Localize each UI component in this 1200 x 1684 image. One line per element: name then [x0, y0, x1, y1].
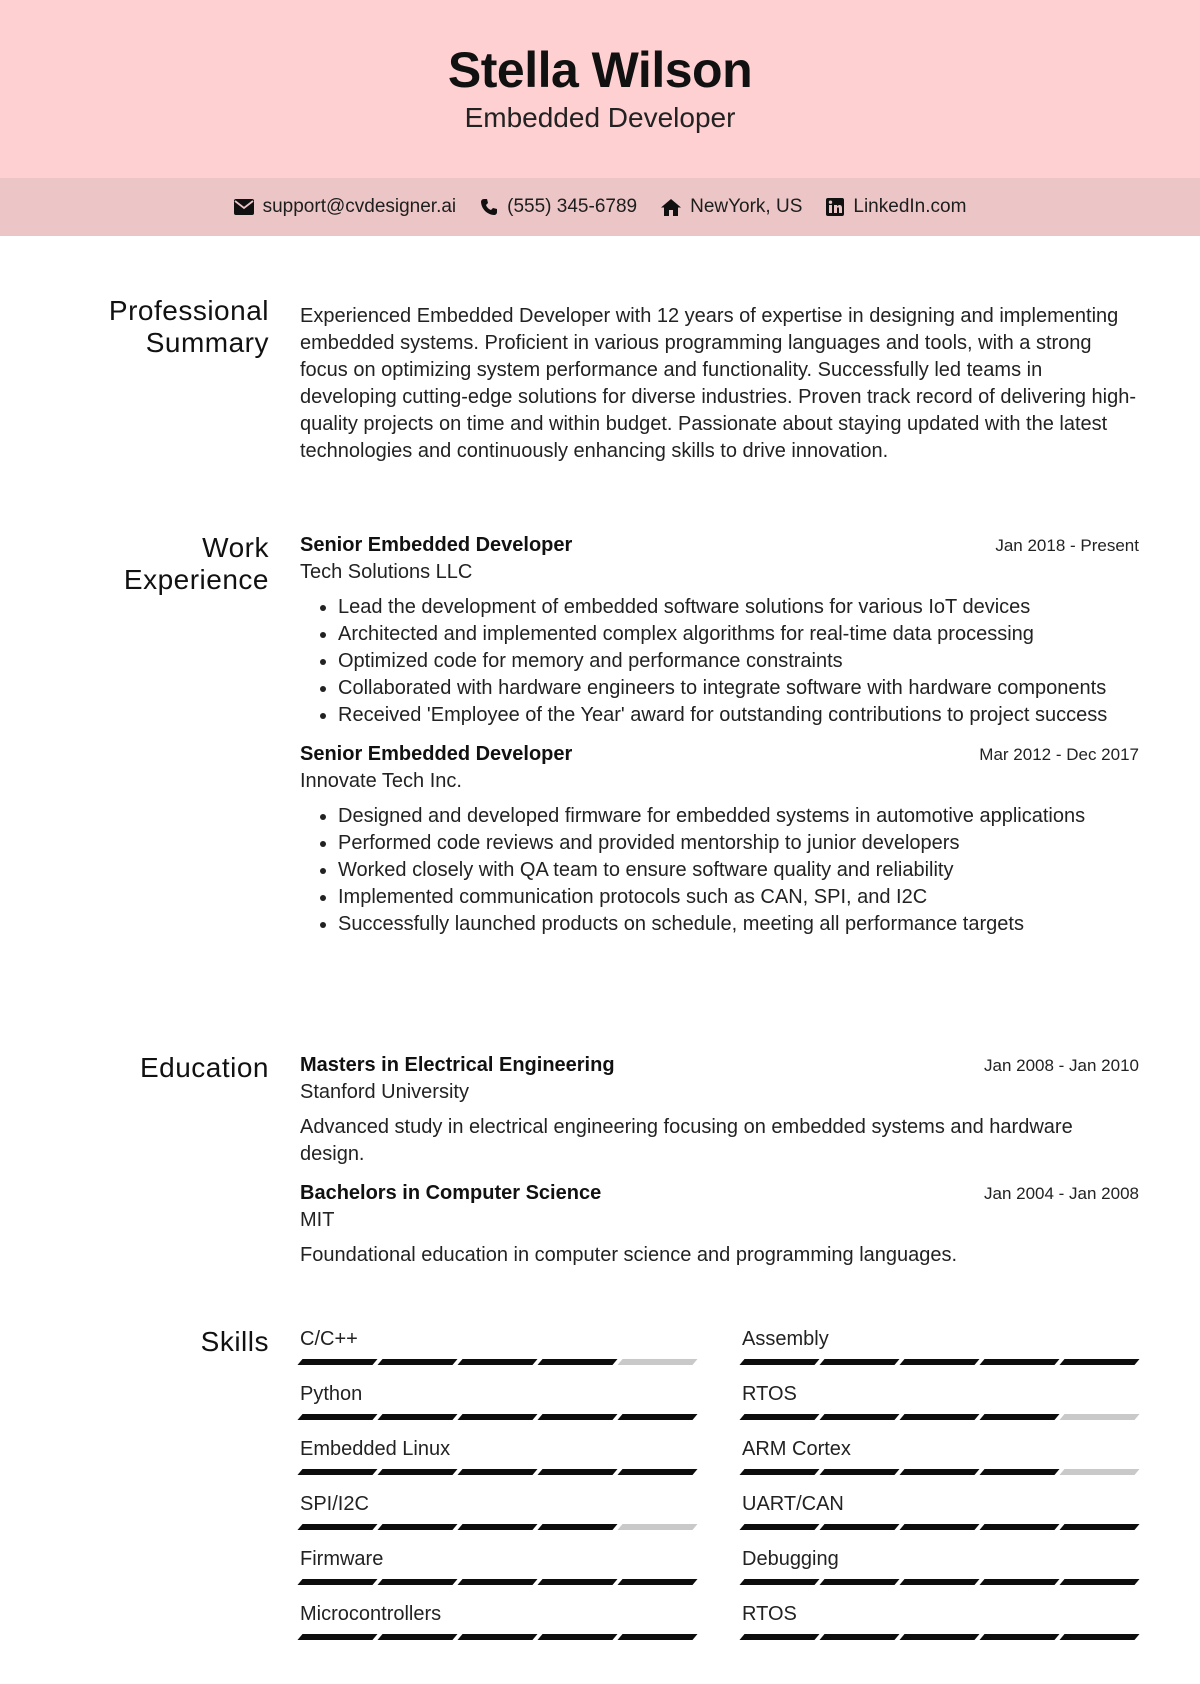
job-dates: Mar 2012 - Dec 2017 [979, 745, 1139, 764]
envelope-icon [234, 199, 254, 215]
experience-heading-line2: Experience [123, 564, 269, 595]
skill-segment-filled [377, 1579, 457, 1585]
skill-item [300, 1491, 696, 1530]
skill-segment-filled [739, 1359, 819, 1365]
degree-title: Masters in Electrical Engineering [300, 1054, 615, 1076]
job-title: Senior Embedded Developer [300, 743, 573, 765]
skill-level-bar [742, 1469, 1138, 1475]
job-bullet: • Implemented communication protocols such as CAN, SPI, and I2C [338, 884, 1139, 911]
summary-heading-line2: Summary [145, 327, 269, 358]
skill-item [300, 1381, 696, 1420]
contact-bar [0, 178, 1200, 236]
skill-segment-filled [819, 1469, 899, 1475]
skill-segment-filled [979, 1469, 1059, 1475]
school-name: Stanford University [300, 1081, 469, 1103]
skill-segment-filled [1059, 1579, 1139, 1585]
contact-phone[interactable] [480, 196, 637, 218]
skill-segment-filled [739, 1469, 819, 1475]
candidate-title: Embedded Developer [464, 102, 736, 133]
skill-segment-filled [377, 1469, 457, 1475]
skill-segment-empty [1059, 1469, 1139, 1475]
skill-segment-filled [899, 1634, 979, 1640]
skill-segment-filled [457, 1524, 537, 1530]
skill-level-bar [742, 1579, 1138, 1585]
job-bullet: • Lead the development of embedded software solutions for various IoT devices [338, 594, 1139, 621]
job-bullets [300, 594, 1139, 729]
experience-heading-line1: Work [202, 532, 269, 563]
skill-segment-filled [819, 1414, 899, 1420]
job-bullet: • Received 'Employee of the Year' award for outstanding contributions to project success [338, 702, 1139, 729]
job-bullets [300, 803, 1139, 938]
linkedin-icon [826, 198, 844, 216]
candidate-name: Stella Wilson [447, 42, 753, 98]
education-entry [300, 1052, 1139, 1168]
skill-level-bar [742, 1359, 1138, 1365]
contact-phone-text: (555) 345-6789 [507, 196, 638, 217]
skill-name: Firmware [300, 1548, 384, 1570]
job-title: Senior Embedded Developer [300, 534, 573, 556]
skill-item [300, 1436, 696, 1475]
skill-name: Assembly [742, 1328, 829, 1350]
education-entry [300, 1180, 1139, 1269]
skill-segment-filled [297, 1579, 377, 1585]
skill-segment-filled [819, 1579, 899, 1585]
skill-name: ARM Cortex [742, 1438, 851, 1460]
summary-heading [109, 295, 269, 359]
skill-level-bar [300, 1469, 696, 1475]
skill-name: Debugging [742, 1548, 839, 1570]
skill-segment-filled [537, 1359, 617, 1365]
skill-segment-filled [899, 1579, 979, 1585]
skill-segment-filled [819, 1524, 899, 1530]
skill-segment-filled [899, 1524, 979, 1530]
skill-segment-filled [979, 1359, 1059, 1365]
skill-segment-filled [457, 1414, 537, 1420]
skill-segment-filled [457, 1359, 537, 1365]
job-bullet: • Worked closely with QA team to ensure software quality and reliability [338, 857, 1139, 884]
experience-body [300, 532, 1139, 938]
skill-name: C/C++ [300, 1328, 358, 1350]
skill-segment-filled [297, 1469, 377, 1475]
skill-segment-filled [979, 1634, 1059, 1640]
skill-segment-filled [899, 1469, 979, 1475]
contact-location-text: NewYork, US [690, 196, 803, 217]
skill-item [742, 1326, 1138, 1365]
skill-segment-filled [899, 1414, 979, 1420]
skill-item [300, 1326, 696, 1365]
resume-header [0, 0, 1200, 178]
contact-email[interactable] [234, 196, 457, 218]
skill-name: RTOS [742, 1383, 797, 1405]
skill-segment-filled [739, 1414, 819, 1420]
skill-segment-filled [537, 1469, 617, 1475]
skill-segment-filled [377, 1524, 457, 1530]
summary-heading-line1: Professional [108, 295, 269, 326]
skill-segment-filled [979, 1524, 1059, 1530]
skill-segment-filled [457, 1469, 537, 1475]
phone-icon [480, 198, 498, 216]
summary-body [300, 303, 1139, 465]
skill-name: UART/CAN [742, 1493, 844, 1515]
skill-item [742, 1381, 1138, 1420]
skill-segment-filled [1059, 1524, 1139, 1530]
skill-segment-filled [377, 1634, 457, 1640]
contact-email-text: support@cvdesigner.ai [262, 196, 457, 217]
skill-segment-filled [617, 1469, 697, 1475]
experience-heading [124, 532, 269, 596]
skills-body [300, 1326, 1139, 1640]
job-bullet: • Performed code reviews and provided mentorship to junior developers [338, 830, 1139, 857]
skill-segment-filled [537, 1634, 617, 1640]
skill-segment-filled [739, 1524, 819, 1530]
skill-name: RTOS [742, 1603, 797, 1625]
skill-segment-filled [457, 1579, 537, 1585]
skill-segment-filled [617, 1634, 697, 1640]
skill-segment-filled [819, 1359, 899, 1365]
skill-level-bar [742, 1414, 1138, 1420]
skill-segment-filled [1059, 1359, 1139, 1365]
job-bullet: • Optimized code for memory and performance constraints [338, 648, 1139, 675]
education-description: Foundational education in computer science and programming languages. [300, 1244, 958, 1266]
skill-segment-empty [1059, 1414, 1139, 1420]
job-bullet: • Designed and developed firmware for embedded systems in automotive applications [338, 803, 1139, 830]
skill-item [300, 1546, 696, 1585]
skill-item [742, 1491, 1138, 1530]
education-description: Advanced study in electrical engineering focusing on embedded systems and hardware design. [300, 1116, 1073, 1165]
skill-segment-filled [537, 1579, 617, 1585]
home-icon [661, 199, 681, 216]
skill-segment-filled [537, 1524, 617, 1530]
skill-segment-filled [297, 1414, 377, 1420]
skill-segment-filled [1059, 1634, 1139, 1640]
skill-level-bar [742, 1524, 1138, 1530]
job-entry [300, 532, 1139, 729]
skills-grid [300, 1326, 1139, 1640]
skill-segment-empty [617, 1359, 697, 1365]
job-company: Tech Solutions LLC [300, 561, 473, 583]
skill-item [300, 1601, 696, 1640]
skills-heading: Skills [200, 1326, 269, 1357]
skill-segment-filled [377, 1414, 457, 1420]
contact-linkedin[interactable] [826, 196, 966, 218]
skill-item [742, 1601, 1138, 1640]
education-dates: Jan 2004 - Jan 2008 [983, 1184, 1139, 1203]
skill-segment-filled [457, 1634, 537, 1640]
skill-item [742, 1546, 1138, 1585]
contact-linkedin-text: LinkedIn.com [853, 196, 967, 217]
skill-level-bar [300, 1414, 696, 1420]
skill-segment-filled [377, 1359, 457, 1365]
skill-segment-filled [537, 1414, 617, 1420]
school-name: MIT [300, 1209, 335, 1231]
skill-name: SPI/I2C [300, 1493, 369, 1515]
skill-name: Embedded Linux [300, 1438, 451, 1460]
skill-segment-filled [739, 1579, 819, 1585]
education-heading: Education [139, 1052, 269, 1083]
education-body [300, 1052, 1139, 1269]
skill-segment-filled [297, 1359, 377, 1365]
skill-segment-filled [979, 1414, 1059, 1420]
summary-text: Experienced Embedded Developer with 12 years of expertise in designing and implementing embedded systems. Proficient in various programming languages and tools, with a strong focus on optimizing system performance and functionality. Successfully led teams in developing cutting-edge solutions for diverse industries. Proven track record of delivering high-quality projects on time and within budget. Passionate about staying updated with the latest technologies and continuously enhancing skills to drive innovation. [300, 305, 1137, 462]
skill-segment-filled [617, 1414, 697, 1420]
skill-level-bar [300, 1524, 696, 1530]
job-dates: Jan 2018 - Present [995, 536, 1139, 555]
skill-level-bar [300, 1634, 696, 1640]
skill-segment-filled [979, 1579, 1059, 1585]
skill-level-bar [742, 1634, 1138, 1640]
education-dates: Jan 2008 - Jan 2010 [983, 1056, 1139, 1075]
skill-name: Microcontrollers [300, 1603, 442, 1625]
skill-segment-filled [899, 1359, 979, 1365]
skill-segment-filled [297, 1524, 377, 1530]
skill-item [742, 1436, 1138, 1475]
job-entry [300, 741, 1139, 938]
job-bullet: • Collaborated with hardware engineers to integrate software with hardware components [338, 675, 1139, 702]
job-bullet: • Architected and implemented complex algorithms for real-time data processing [338, 621, 1139, 648]
job-bullet: • Successfully launched products on schedule, meeting all performance targets [338, 911, 1139, 938]
skill-level-bar [300, 1359, 696, 1365]
degree-title: Bachelors in Computer Science [300, 1182, 602, 1204]
skill-segment-filled [739, 1634, 819, 1640]
skill-segment-filled [297, 1634, 377, 1640]
skill-segment-empty [617, 1524, 697, 1530]
job-company: Innovate Tech Inc. [300, 770, 462, 792]
skill-segment-filled [819, 1634, 899, 1640]
skill-segment-filled [617, 1579, 697, 1585]
skill-level-bar [300, 1579, 696, 1585]
contact-location [661, 196, 802, 218]
skill-name: Python [300, 1383, 363, 1405]
